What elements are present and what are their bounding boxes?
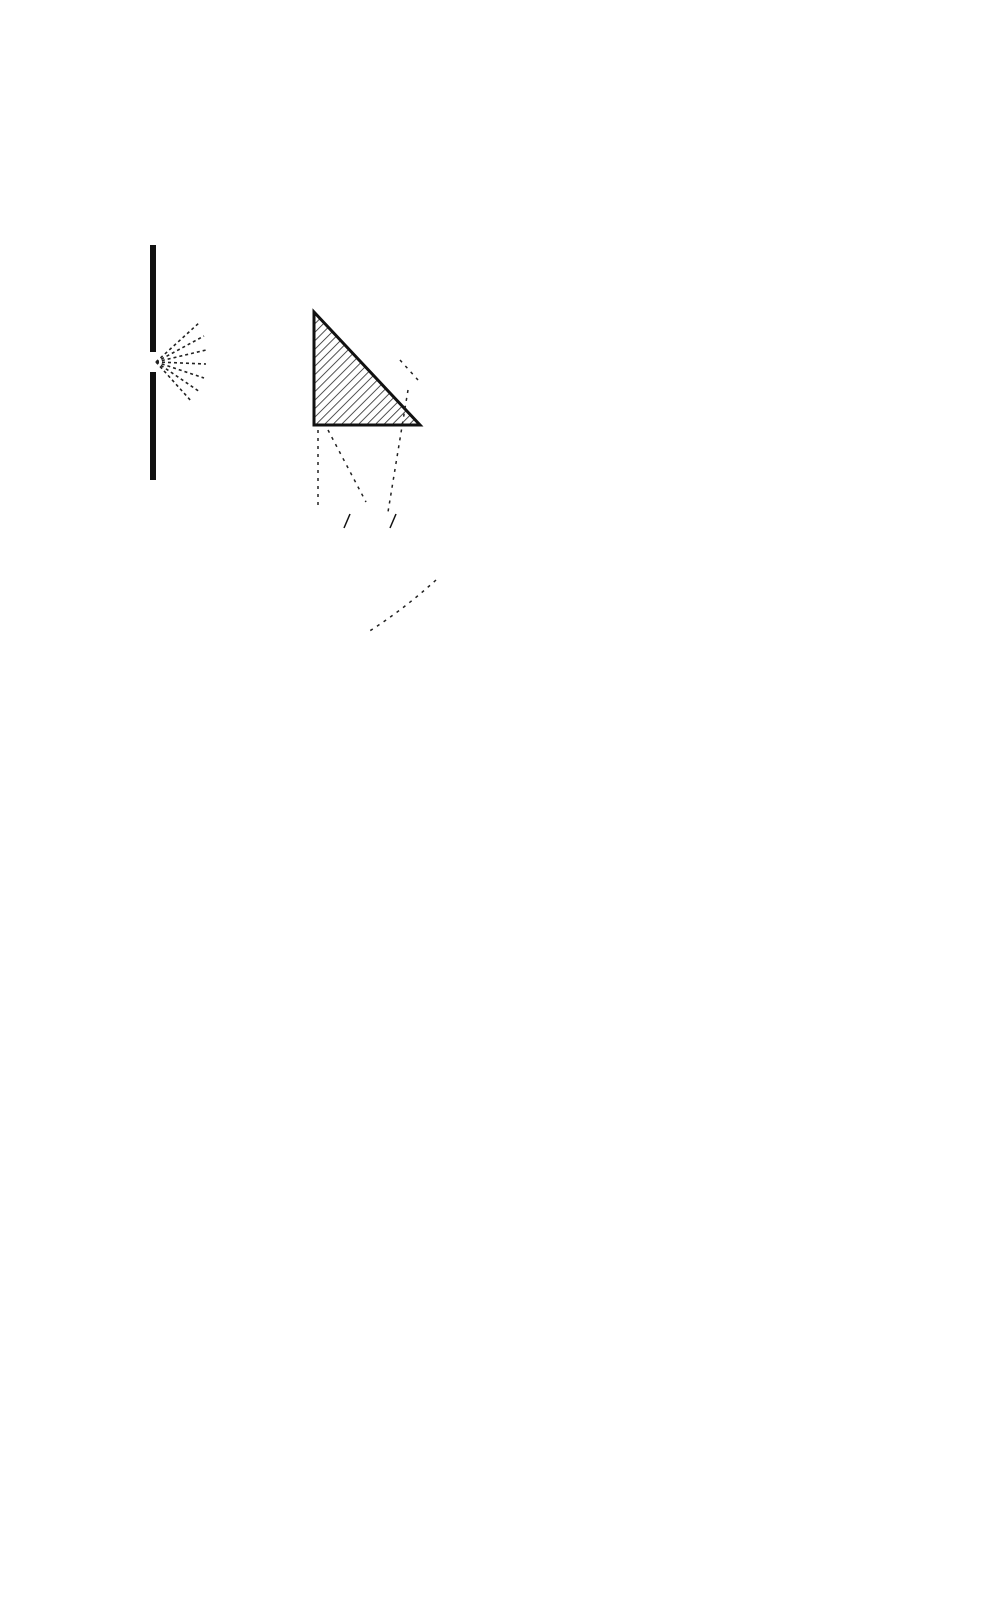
figure-drawing <box>118 240 458 640</box>
glass-prism <box>314 312 420 425</box>
direction-tick-2 <box>390 514 396 528</box>
upper-electrode <box>150 245 156 352</box>
direction-tick-1 <box>344 514 350 528</box>
figure-318 <box>118 240 458 640</box>
spark-rays <box>156 322 206 402</box>
lower-electrode <box>150 372 156 480</box>
